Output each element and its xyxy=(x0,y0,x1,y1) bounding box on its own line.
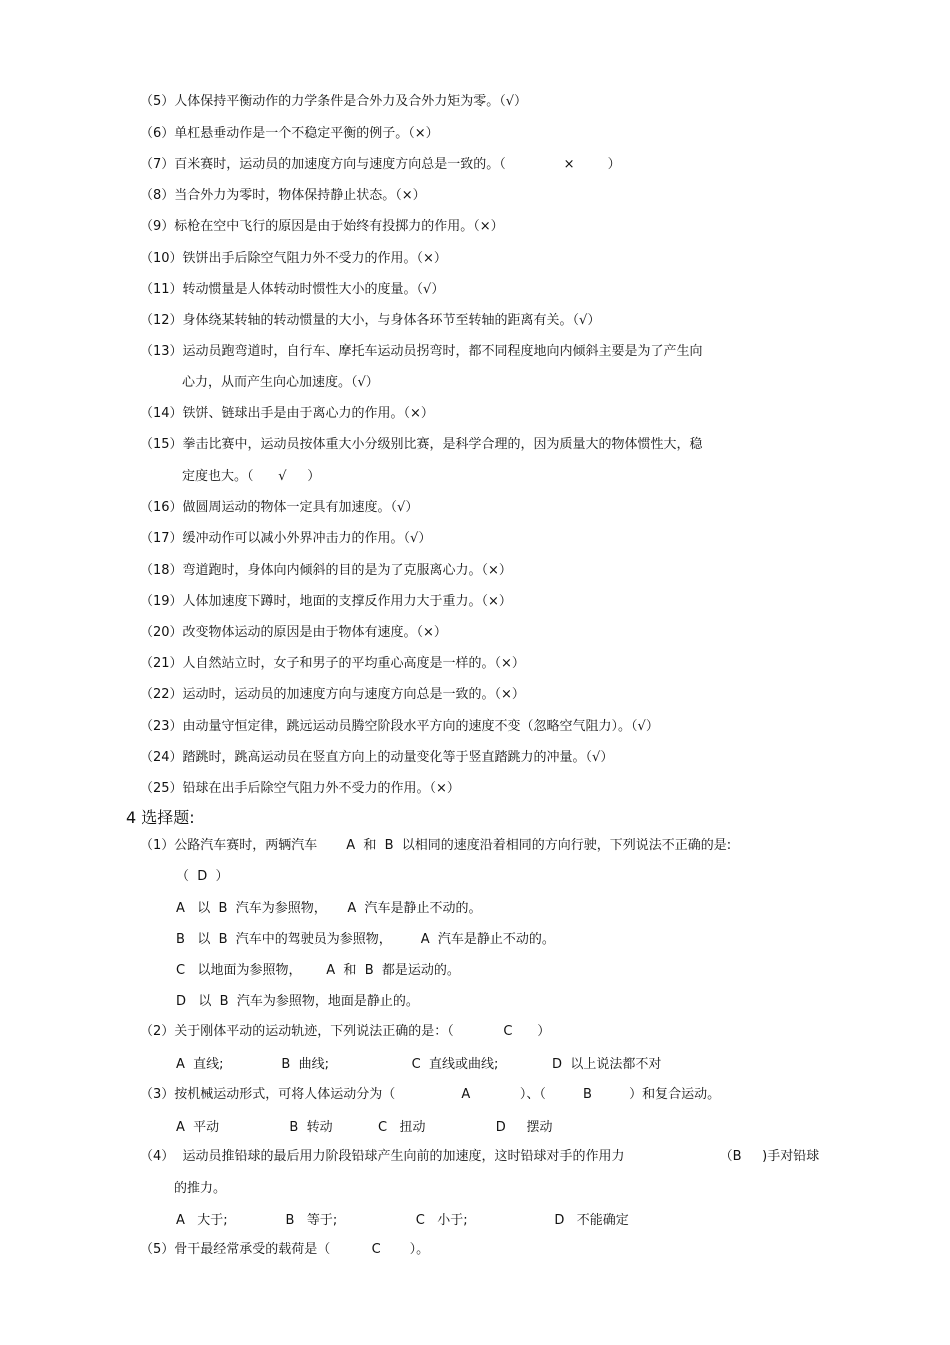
choice-line: D 以 B 汽车为参照物，地面是静止的。 xyxy=(176,994,419,1009)
question-line: （6）单杠悬垂动作是一个不稳定平衡的例子。（×） xyxy=(140,126,439,141)
question-line: 心力，从而产生向心加速度。（√） xyxy=(182,375,379,390)
choice-line: A 大于; B 等于; C 小于; D 不能确定 xyxy=(176,1213,629,1228)
choice-line: 的推力。 xyxy=(174,1181,227,1196)
choice-line: A 以 B 汽车为参照物， A 汽车是静止不动的。 xyxy=(176,901,482,916)
question-line: （18）弯道跑时，身体向内倾斜的目的是为了克服离心力。（×） xyxy=(140,563,512,578)
question-line: （20）改变物体运动的原因是由于物体有速度。（×） xyxy=(140,625,447,640)
question-line: （13）运动员跑弯道时，自行车、摩托车运动员拐弯时，都不同程度地向内倾斜主要是为了产生向 xyxy=(140,344,703,359)
choice-line: （5）骨干最经常承受的载荷是（ C ）。 xyxy=(140,1242,430,1257)
section-title: 4 选择题: xyxy=(126,808,195,827)
question-line: （10）铁饼出手后除空气阻力外不受力的作用。（×） xyxy=(140,251,447,266)
question-line: （17）缓冲动作可以减小外界冲击力的作用。（√） xyxy=(140,531,432,546)
choice-line: A 直线; B 曲线; C 直线或曲线; D 以上说法都不对 xyxy=(176,1057,662,1072)
question-line: （16）做圆周运动的物体一定具有加速度。（√） xyxy=(140,500,419,515)
choice-line: C 以地面为参照物， A 和 B 都是运动的。 xyxy=(176,963,460,978)
question-line: （12）身体绕某转轴的转动惯量的大小，与身体各环节至转轴的距离有关。（√） xyxy=(140,313,601,328)
question-line: 定度也大。（ √ ） xyxy=(182,469,321,484)
question-line: （19）人体加速度下蹲时，地面的支撑反作用力大于重力。（×） xyxy=(140,594,512,609)
question-line: （7）百米赛时，运动员的加速度方向与速度方向总是一致的。（ × ） xyxy=(140,157,621,172)
choice-line: （ D ） xyxy=(176,869,229,884)
question-line: （14）铁饼、链球出手是由于离心力的作用。（×） xyxy=(140,406,434,421)
question-line: （25）铅球在出手后除空气阻力外不受力的作用。（×） xyxy=(140,781,460,796)
choice-line: （3）按机械运动形式，可将人体运动分为（ A ）、（ B ）和复合运动。 xyxy=(140,1087,721,1102)
question-line: （15）拳击比赛中，运动员按体重大小分级别比赛，是科学合理的，因为质量大的物体惯性大，稳 xyxy=(140,437,703,452)
question-line: （21）人自然站立时，女子和男子的平均重心高度是一样的。（×） xyxy=(140,656,525,671)
question-line: （11）转动惯量是人体转动时惯性大小的度量。（√） xyxy=(140,282,445,297)
question-line: （8）当合外力为零时，物体保持静止状态。（×） xyxy=(140,188,426,203)
choice-line: （4） 运动员推铅球的最后用力阶段铅球产生向前的加速度，这时铅球对手的作用力 （B )手对铅球 xyxy=(140,1149,820,1164)
question-line: （24）踏跳时，跳高运动员在竖直方向上的动量变化等于竖直踏跳力的冲量。（√） xyxy=(140,750,614,765)
choice-line: （2）关于刚体平动的运动轨迹，下列说法正确的是：（ C ） xyxy=(140,1024,551,1039)
choice-line: （1）公路汽车赛时，两辆汽车 A 和 B 以相同的速度沿着相同的方向行驶，下列说法不正确的是: xyxy=(140,838,732,853)
question-line: （23）由动量守恒定律，跳远运动员腾空阶段水平方向的速度不变（忽略空气阻力）。（√） xyxy=(140,719,659,734)
question-line: （5）人体保持平衡动作的力学条件是合外力及合外力矩为零。（√） xyxy=(140,94,528,109)
question-line: （22）运动时，运动员的加速度方向与速度方向总是一致的。（×） xyxy=(140,687,525,702)
choice-line: A 平动 B 转动 C 扭动 D 摆动 xyxy=(176,1120,553,1135)
question-line: （9）标枪在空中飞行的原因是由于始终有投掷力的作用。（×） xyxy=(140,219,504,234)
choice-line: B 以 B 汽车中的驾驶员为参照物， A 汽车是静止不动的。 xyxy=(176,932,555,947)
